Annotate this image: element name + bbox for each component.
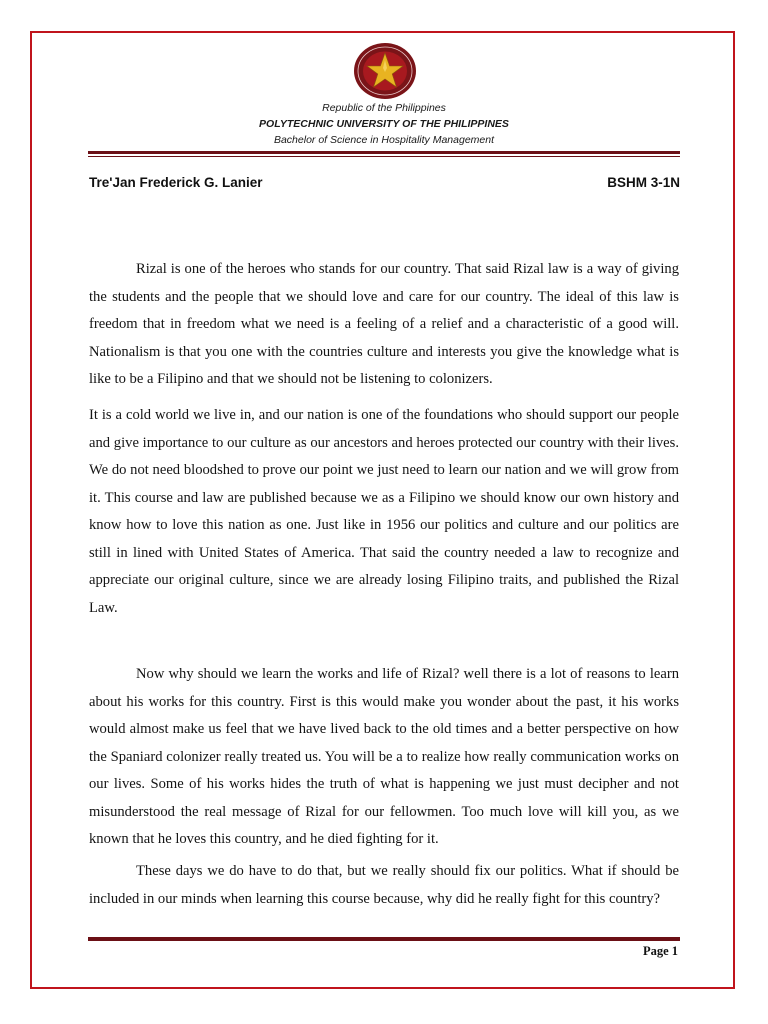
page-number: Page 1 <box>642 944 678 958</box>
body-paragraph-1: Rizal is one of the heroes who stands for our country. That said Rizal law is a way of giving the students and the people that we should love and care for our country. The ideal of this law is freedom that in freedom what we need is a feeling of a relief and a characteristic of a good will. Nationalism is that you one with the countries culture and interests you give the knowledge what is like to be a Filipino and that we should not be listening to colonizers. <box>89 261 679 387</box>
header-program: Bachelor of Science in Hospitality Management <box>273 134 495 146</box>
header-divider-thin <box>88 156 680 157</box>
author-name: Tre'Jan Frederick G. Lanier <box>89 175 263 190</box>
header-republic: Republic of the Philippines <box>322 102 446 114</box>
header-university: POLYTECHNIC UNIVERSITY OF THE PHILIPPINES <box>259 118 509 130</box>
university-seal-icon <box>352 42 418 100</box>
header-divider <box>88 151 680 154</box>
footer-divider <box>88 937 680 941</box>
body-paragraph-4: These days we do have to do that, but we really should fix our politics. What if should be included in our minds when learning this course because, why did he really fight for this country? <box>89 863 679 907</box>
body-paragraph-3: Now why should we learn the works and life of Rizal? well there is a lot of reasons to learn about his works for this country. First is this would make you wonder about the past, it his works would almost make us feel that we have lived back to the old times and a better perspective on how the Spaniard colonizer really treated us. You will be a to realize how really communication works on our lives. Some of his works hides the truth of what is happening we just must decipher and not misunderstood the real message of Rizal for our fellowmen. Too much love will kill you, as we known that he loves this country, and he died fighting for it. <box>89 666 679 847</box>
body-paragraph-2: It is a cold world we live in, and our nation is one of the foundations who should support our people and give importance to our culture as our ancestors and heroes protected our country with their lives. We do not need bloodshed to prove our point we just need to learn our nation and we will grow from it. This course and law are published because we as a Filipino we should know our own history and know how to love this nation as one. Just like in 1956 our politics and culture and our politics are still in lined with United States of America. That said the country needed a law to recognize and appreciate our original culture, since we are already losing Filipino traits, and published the Rizal Law. <box>89 407 679 616</box>
author-section: BSHM 3-1N <box>607 175 680 190</box>
